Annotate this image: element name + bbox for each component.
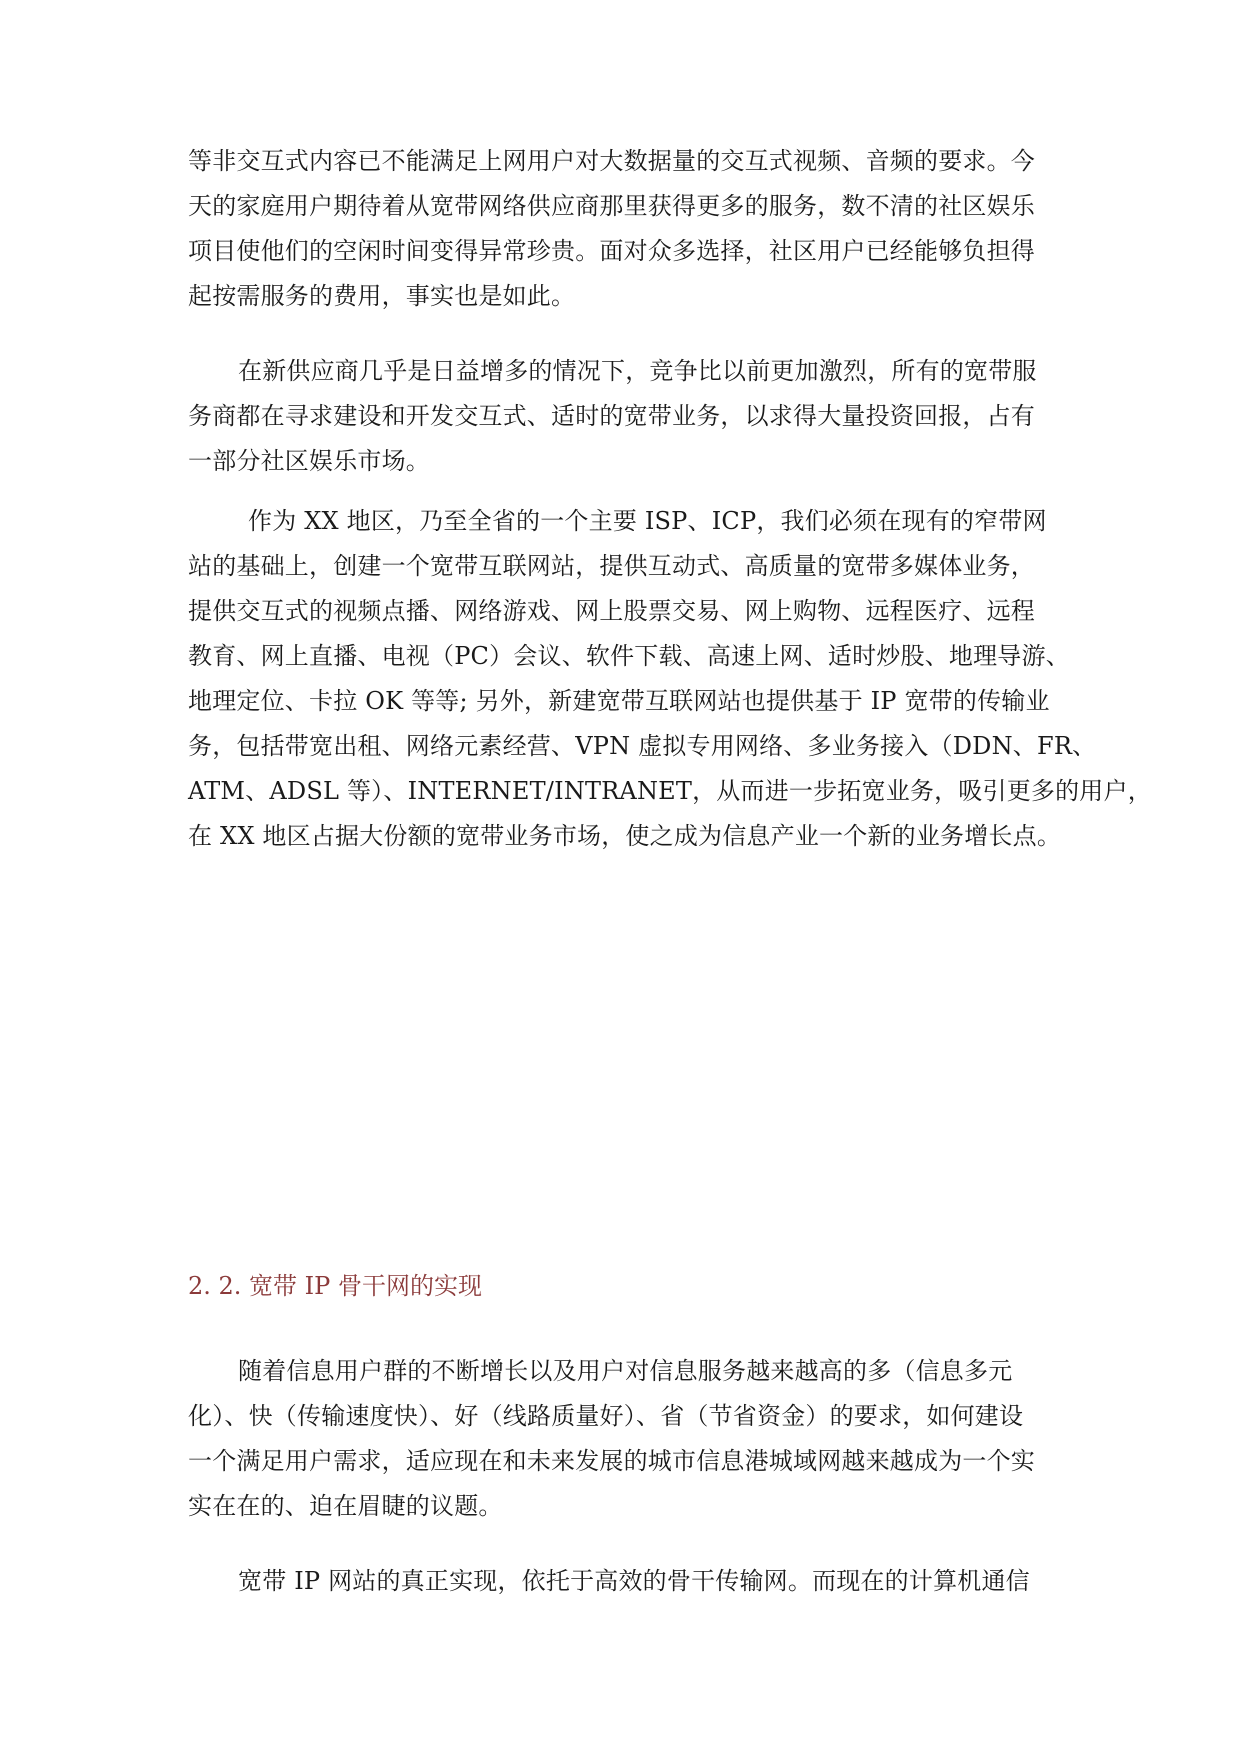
text-line: 务商都在寻求建设和开发交互式、适时的宽带业务，以求得大量投资回报，占有 <box>188 402 1035 430</box>
text-line: 化）、快（传输速度快）、好（线路质量好）、省（节省资金）的要求，如何建设 <box>188 1402 1024 1430</box>
text-line: 宽带 IP 网站的真正实现，依托于高效的骨干传输网。而现在的计算机通信 <box>238 1567 1030 1595</box>
text-line: 一部分社区娱乐市场。 <box>188 447 430 475</box>
section-heading: 2. 2. 宽带 IP 骨干网的实现 <box>188 1272 482 1300</box>
text-line: ATM、ADSL 等）、INTERNET/INTRANET，从而进一步拓宽业务，吸引更多的用户， <box>188 777 1152 805</box>
text-line: 地理定位、卡拉 OK 等等; 另外，新建宽带互联网站也提供基于 IP 宽带的传输业 <box>188 687 1050 715</box>
text-line: 站的基础上，创建一个宽带互联网站，提供互动式、高质量的宽带多媒体业务， <box>188 552 1035 580</box>
text-line: 在新供应商几乎是日益增多的情况下，竞争比以前更加激烈，所有的宽带服 <box>238 357 1037 385</box>
text-line: 务，包括带宽出租、网络元素经营、VPN 虚拟专用网络、多业务接入（DDN、FR、 <box>188 732 1097 760</box>
text-line: 作为 XX 地区，乃至全省的一个主要 ISP、ICP，我们必须在现有的窄带网 <box>248 507 1047 535</box>
text-line: 天的家庭用户期待着从宽带网络供应商那里获得更多的服务，数不清的社区娱乐 <box>188 192 1035 220</box>
text-line: 起按需服务的费用，事实也是如此。 <box>188 282 576 310</box>
text-line: 等非交互式内容已不能满足上网用户对大数据量的交互式视频、音频的要求。今 <box>188 147 1035 175</box>
text-line: 在 XX 地区占据大份额的宽带业务市场，使之成为信息产业一个新的业务增长点。 <box>188 822 1062 850</box>
text-line: 一个满足用户需求，适应现在和未来发展的城市信息港城域网越来越成为一个实 <box>188 1447 1035 1475</box>
text-line: 教育、网上直播、电视（PC）会议、软件下载、高速上网、适时炒股、地理导游、 <box>188 642 1070 670</box>
text-line: 随着信息用户群的不断增长以及用户对信息服务越来越高的多（信息多元 <box>238 1357 1013 1385</box>
text-line: 提供交互式的视频点播、网络游戏、网上股票交易、网上购物、远程医疗、远程 <box>188 597 1035 625</box>
text-line: 实在在的、迫在眉睫的议题。 <box>188 1492 503 1520</box>
text-line: 项目使他们的空闲时间变得异常珍贵。面对众多选择，社区用户已经能够负担得 <box>188 237 1035 265</box>
